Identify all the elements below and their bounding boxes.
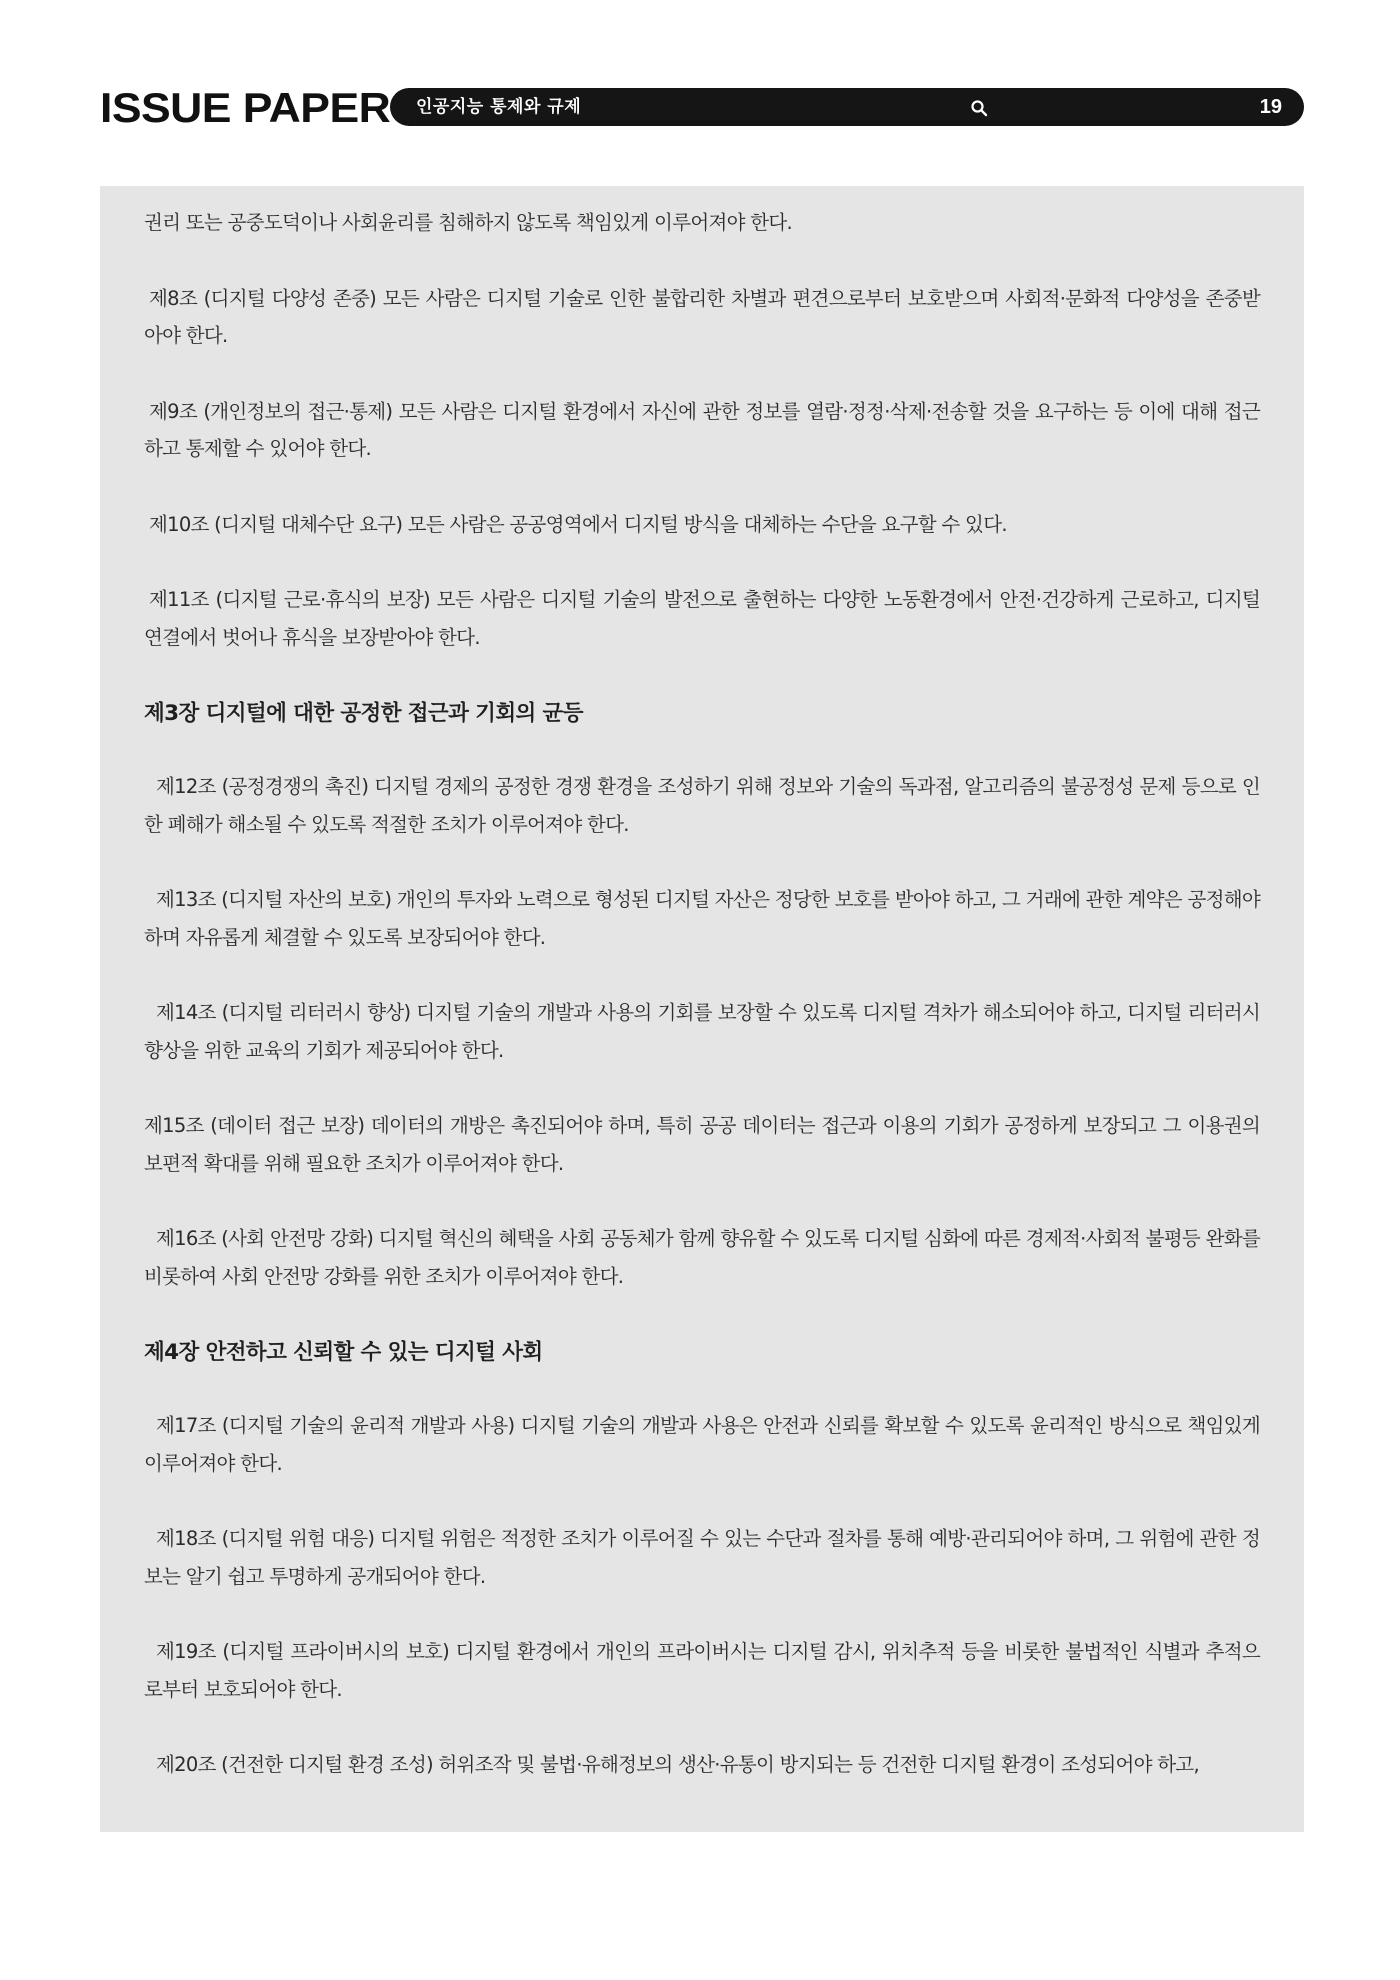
article-15: 제15조 (데이터 접근 보장) 데이터의 개방은 촉진되어야 하며, 특히 공공 데이터는 접근과 이용의 기회가 공정하게 보장되고 그 이용권의 보편적 확대를 위해 필요한 조치가 이루어져야 한다. xyxy=(144,1114,1260,1175)
article-12: 제12조 (공정경쟁의 촉진) 디지털 경제의 공정한 경쟁 환경을 조성하기 위해 정보와 기술의 독과점, 알고리즘의 불공정성 문제 등으로 인한 폐해가 해소될 수 있도록 적절한 조치가 이루어져야 한다. xyxy=(144,775,1260,836)
article-8: 제8조 (디지털 다양성 존중) 모든 사람은 디지털 기술로 인한 불합리한 차별과 편견으로부터 보호받으며 사회적·문화적 다양성을 존중받아야 한다. xyxy=(144,286,1260,347)
header-bar xyxy=(390,88,1304,126)
page-header xyxy=(100,86,1304,130)
article-18: 제18조 (디지털 위험 대응) 디지털 위험은 적정한 조치가 이루어질 수 있는 수단과 절차를 통해 예방·관리되어야 하며, 그 위험에 관한 정보는 알기 쉽고 투명하게 공개되어야 한다. xyxy=(144,1527,1260,1588)
article-19: 제19조 (디지털 프라이버시의 보호) 디지털 환경에서 개인의 프라이버시는 디지털 감시, 위치추적 등을 비롯한 불법적인 식별과 추적으로부터 보호되어야 한다. xyxy=(144,1640,1260,1701)
paragraph-continuation: 권리 또는 공중도덕이나 사회윤리를 침해하지 않도록 책임있게 이루어져야 한다. xyxy=(144,211,793,234)
search-icon[interactable] xyxy=(970,99,988,117)
article-10: 제10조 (디지털 대체수단 요구) 모든 사람은 공공영역에서 디지털 방식을 대체하는 수단을 요구할 수 있다. xyxy=(149,512,1007,536)
article-14: 제14조 (디지털 리터러시 향상) 디지털 기술의 개발과 사용의 기회를 보장할 수 있도록 디지털 격차가 해소되어야 하고, 디지털 리터러시 향상을 위한 교육의 기회가 제공되어야 한다. xyxy=(144,1001,1260,1062)
article-9: 제9조 (개인정보의 접근·통제) 모든 사람은 디지털 환경에서 자신에 관한 정보를 열람·정정·삭제·전송할 것을 요구하는 등 이에 대해 접근하고 통제할 수 있어야 한다. xyxy=(144,399,1260,460)
chapter-3-heading: 제3장 디지털에 대한 공정한 접근과 기회의 균등 xyxy=(144,701,583,726)
article-11: 제11조 (디지털 근로·휴식의 보장) 모든 사람은 디지털 기술의 발전으로 출현하는 다양한 노동환경에서 안전·건강하게 근로하고, 디지털 연결에서 벗어나 휴식을 보장받아야 한다. xyxy=(144,588,1260,649)
article-13: 제13조 (디지털 자산의 보호) 개인의 투자와 노력으로 형성된 디지털 자산은 정당한 보호를 받아야 하고, 그 거래에 관한 계약은 공정해야 하며 자유롭게 체결할 수 있도록 보장되어야 한다. xyxy=(144,888,1260,949)
page-number: 19 xyxy=(1259,96,1282,118)
issue-paper-logo: ISSUE PAPER xyxy=(100,84,391,131)
article-16: 제16조 (사회 안전망 강화) 디지털 혁신의 혜택을 사회 공동체가 함께 향유할 수 있도록 디지털 심화에 따른 경제적·사회적 불평등 완화를 비롯하여 사회 안전망 강화를 위한 조치가 이루어져야 한다. xyxy=(144,1227,1260,1288)
content-box xyxy=(100,186,1304,1832)
article-20: 제20조 (건전한 디지털 환경 조성) 허위조작 및 불법·유해정보의 생산·유통이 방지되는 등 건전한 디지털 환경이 조성되어야 하고, xyxy=(156,1753,1200,1776)
chapter-4-heading: 제4장 안전하고 신뢰할 수 있는 디지털 사회 xyxy=(144,1340,543,1365)
header-topic: 인공지능 통제와 규제 xyxy=(416,97,582,117)
article-17: 제17조 (디지털 기술의 윤리적 개발과 사용) 디지털 기술의 개발과 사용은 안전과 신뢰를 확보할 수 있도록 윤리적인 방식으로 책임있게 이루어져야 한다. xyxy=(144,1414,1260,1475)
content-body xyxy=(144,204,1260,1822)
